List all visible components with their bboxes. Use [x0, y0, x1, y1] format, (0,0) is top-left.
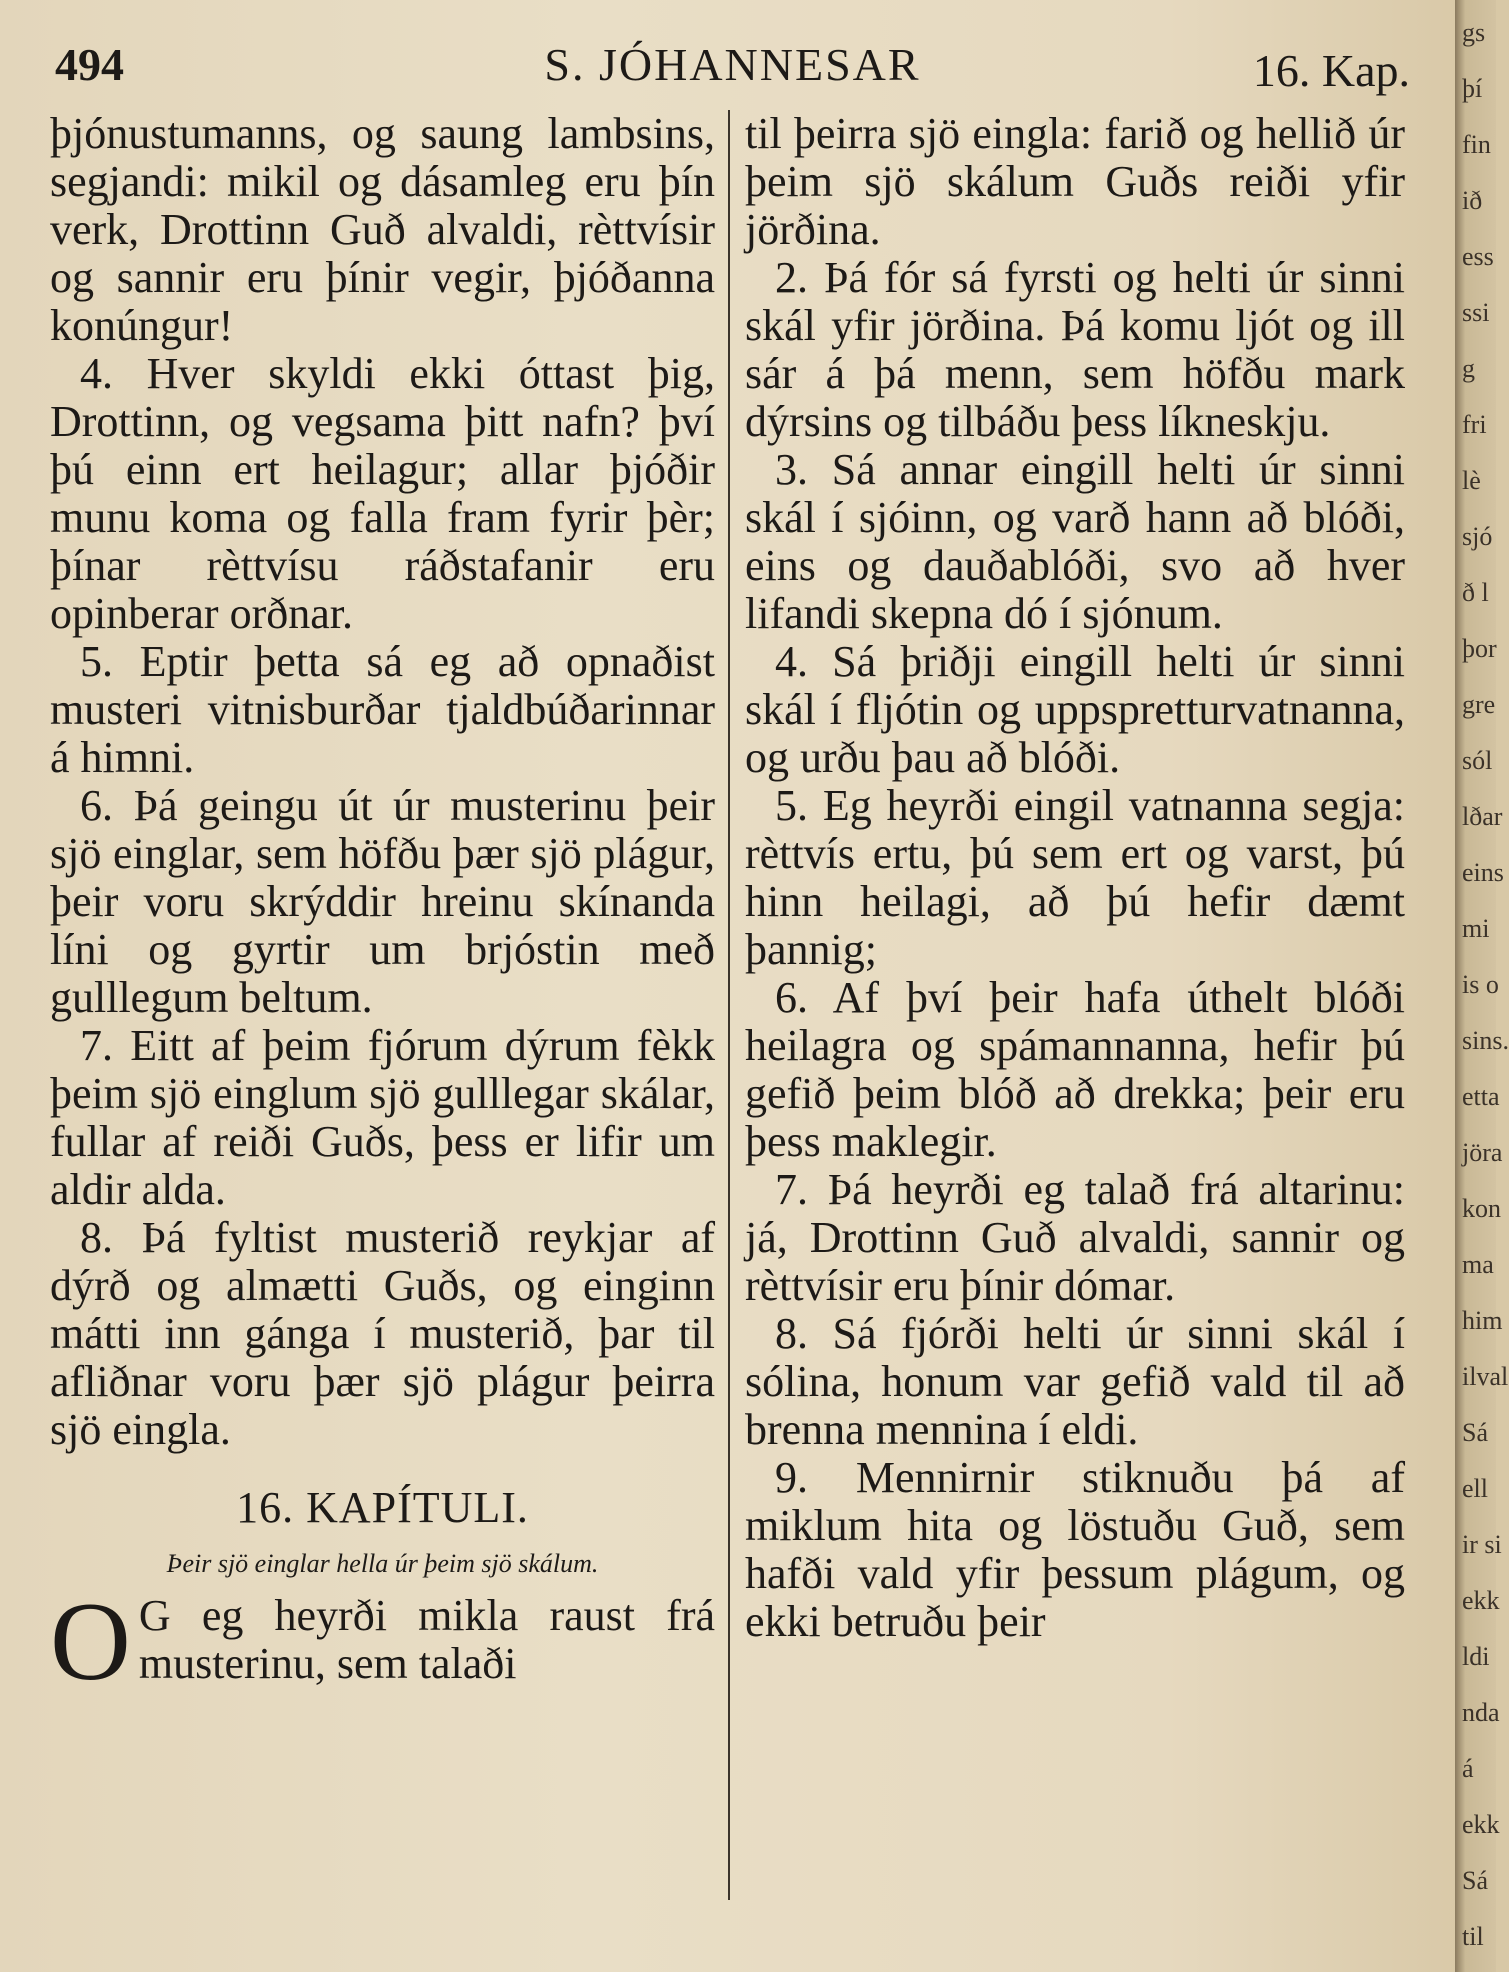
verse: 5. Eptir þetta sá eg að opnaðist musteri vitnisburðar tjaldbúðarinnar á himni.	[50, 637, 715, 782]
page-number: 494	[55, 39, 124, 90]
edge-fragment: fri	[1462, 410, 1487, 439]
chapter-heading: 16. KAPÍTULI.	[236, 1483, 529, 1532]
edge-fragment: þor	[1462, 634, 1497, 663]
edge-fragment: g	[1462, 354, 1475, 383]
verse: 8. Sá fjórði helti úr sinni skál í sólina, honum var gefið vald til að brenna mennina í eldi.	[745, 1309, 1405, 1454]
edge-fragment: nda	[1462, 1698, 1500, 1727]
verse: 2. Þá fór sá fyrsti og helti úr sinni skál yfir jörðina. Þá komu ljót og ill sár á þá menn, sem höfðu mark dýrsins og tilbáðu þess líkneskju.	[745, 253, 1405, 446]
edge-fragment: Sá	[1462, 1418, 1488, 1447]
verse: 7. Þá heyrði eg talað frá altarinu: já, Drottinn Guð alvaldi, sannir og rèttvísir eru þínir dómar.	[745, 1165, 1405, 1310]
edge-fragment: sins.	[1462, 1026, 1509, 1055]
edge-fragment: etta	[1462, 1082, 1500, 1111]
opening-text: G eg heyrði mikla raust frá musterinu, sem talaði	[138, 1591, 715, 1688]
verse: 6. Af því þeir hafa úthelt blóði heilagra og spámannanna, hefir þú gefið þeim blóð að drekka; þeir eru þess maklegir.	[745, 973, 1405, 1166]
edge-fragment: ð l	[1462, 578, 1489, 607]
verse: 7. Eitt af þeim fjórum dýrum fèkk þeim sjö einglum sjö gulllegar skálar, fullar af reiði Guðs, þess er lifir um aldir alda.	[50, 1021, 715, 1214]
verse: 3. Sá annar eingill helti úr sinni skál í sjóinn, og varð hann að blóði, eins og dauðablóði, svo að hver lifandi skepna dó í sjónum.	[745, 445, 1405, 638]
edge-fragment: Sá	[1462, 1866, 1488, 1895]
column-divider	[728, 110, 730, 1900]
edge-fragment: eins	[1462, 858, 1504, 887]
verse-continuation: þjónustumanns, og saung lambsins, segjandi: mikil og dásamleg eru þín verk, Drottinn Guð alvaldi, rèttvísir og sannir eru þínir vegir, þjóðanna konúngur!	[50, 109, 715, 350]
edge-fragment: ekk	[1462, 1810, 1500, 1839]
edge-fragment: lðar	[1462, 802, 1503, 831]
edge-fragment: mi	[1462, 914, 1490, 943]
verse: 8. Þá fyltist musterið reykjar af dýrð og almætti Guðs, og einginn mátti inn gánga í musterið, þar til afliðnar voru þær sjö plágur þeirra sjö eingla.	[50, 1213, 715, 1454]
edge-fragment: fin	[1462, 130, 1491, 159]
edge-fragment: him	[1462, 1306, 1503, 1335]
edge-fragment: lè	[1462, 466, 1481, 495]
edge-fragment: gre	[1462, 690, 1496, 719]
left-column	[50, 109, 715, 1704]
edge-fragment: ldi	[1462, 1642, 1490, 1671]
chapter-summary: Þeir sjö einglar hella úr þeim sjö skálum.	[166, 1549, 599, 1578]
edge-fragment: sól	[1462, 746, 1493, 775]
running-header	[55, 30, 1410, 100]
edge-fragment: ilval	[1462, 1362, 1509, 1391]
edge-fragment: ell	[1462, 1474, 1488, 1503]
chapter-opening	[50, 1580, 715, 1704]
verse: 6. Þá geingu út úr musterinu þeir sjö einglar, sem höfðu þær sjö plágur, þeir voru skrýddir hreinu skínanda líni og gyrtir um brjóstin með gulllegum beltum.	[50, 781, 715, 1022]
facing-page-edge	[1462, 0, 1509, 1972]
edge-fragment: ir si	[1462, 1530, 1502, 1559]
verse-continuation: til þeirra sjö eingla: farið og hellið úr þeim sjö skálum Guðs reiði yfir jörðina.	[745, 109, 1405, 254]
edge-fragment: ekk	[1462, 1586, 1500, 1615]
verse: 9. Mennirnir stiknuðu þá af miklum hita og löstuðu Guð, sem hafði vald yfir þessum plágum, og ekki betruðu þeir	[745, 1453, 1405, 1646]
book-title: S. JÓHANNESAR	[544, 39, 921, 90]
edge-fragment: kon	[1462, 1194, 1501, 1223]
edge-fragment: ess	[1462, 242, 1494, 271]
drop-cap: O	[50, 1580, 131, 1704]
verse: 4. Hver skyldi ekki óttast þig, Drottinn, og vegsama þitt nafn? því þú einn ert heilagur; allar þjóðir munu koma og falla fram fyrir þèr; þínar rèttvísu ráðstafanir eru opinberar orðnar.	[50, 349, 715, 638]
right-column	[745, 110, 1405, 1646]
verse: 4. Sá þriðji eingill helti úr sinni skál í fljótin og uppspretturvatnanna, og urðu þau að blóði.	[745, 637, 1405, 782]
edge-fragment: ma	[1462, 1250, 1494, 1279]
verse: 5. Eg heyrði eingil vatnanna segja: rèttvís ertu, þú sem ert og varst, þú hinn heilagi, að þú hefir dæmt þannig;	[745, 781, 1405, 974]
edge-fragment: gs	[1462, 18, 1486, 47]
edge-fragment: þí	[1462, 74, 1483, 103]
edge-fragment: til	[1462, 1922, 1484, 1951]
edge-fragment: á	[1462, 1754, 1474, 1783]
edge-fragment: ssi	[1462, 298, 1490, 327]
edge-fragment: jöra	[1462, 1138, 1503, 1167]
edge-fragment: ið	[1462, 186, 1483, 215]
edge-fragment: sjó	[1462, 522, 1493, 551]
chapter-reference: 16. Kap.	[1252, 45, 1410, 96]
edge-fragment: is o	[1462, 970, 1499, 999]
